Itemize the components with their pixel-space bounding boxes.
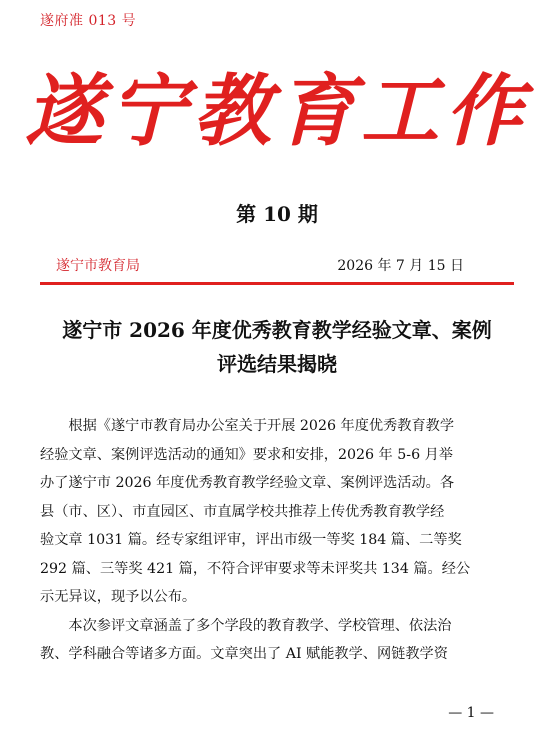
text-line: 根据《遂宁市教育局办公室关于开展 2026 年度优秀教育教学 bbox=[68, 418, 455, 434]
text-line: 292 篇、三等奖 421 篇，不符合评审要求等未评奖共 134 篇。经公 bbox=[40, 560, 471, 577]
issue-number: 第 10 期 bbox=[236, 202, 318, 226]
paragraph bbox=[40, 612, 514, 669]
text-line: 本次参评文章涵盖了多个学段的教育教学、学校管理、依法治 bbox=[68, 617, 452, 634]
article-title bbox=[40, 313, 514, 381]
issue-date: 2026 年 7 月 15 日 bbox=[337, 258, 464, 274]
text-line: 县（市、区）、市直园区、市直属学校共推荐上传优秀教育教学经 bbox=[40, 503, 445, 520]
masthead-title: 遂宁教育工作 bbox=[24, 67, 529, 157]
issuer-name: 遂宁市教育局 bbox=[56, 258, 140, 274]
page-number: — 1 — bbox=[448, 705, 494, 721]
text-line: 验文章 1031 篇。经专家组评审，评出市级一等奖 184 篇、二等奖 bbox=[40, 532, 462, 548]
article-body bbox=[40, 412, 514, 669]
text-line: 办了遂宁市 2026 年度优秀教育教学经验文章、案例评选活动。各 bbox=[40, 475, 455, 491]
title-line: 评选结果揭晓 bbox=[217, 352, 337, 376]
text-line: 示无异议，现予以公布。 bbox=[40, 589, 197, 605]
text-line: 经验文章、案例评选活动的通知》要求和安排，2026 年 5-6 月举 bbox=[40, 446, 453, 463]
paragraph bbox=[40, 412, 514, 612]
document-number: 遂府准 013 号 bbox=[40, 13, 137, 29]
header-divider bbox=[40, 282, 514, 285]
text-line: 教、学科融合等诸多方面。文章突出了 AI 赋能教学、网链教学资 bbox=[40, 646, 448, 662]
title-line: 遂宁市 2026 年度优秀教育教学经验文章、案例 bbox=[62, 318, 492, 342]
